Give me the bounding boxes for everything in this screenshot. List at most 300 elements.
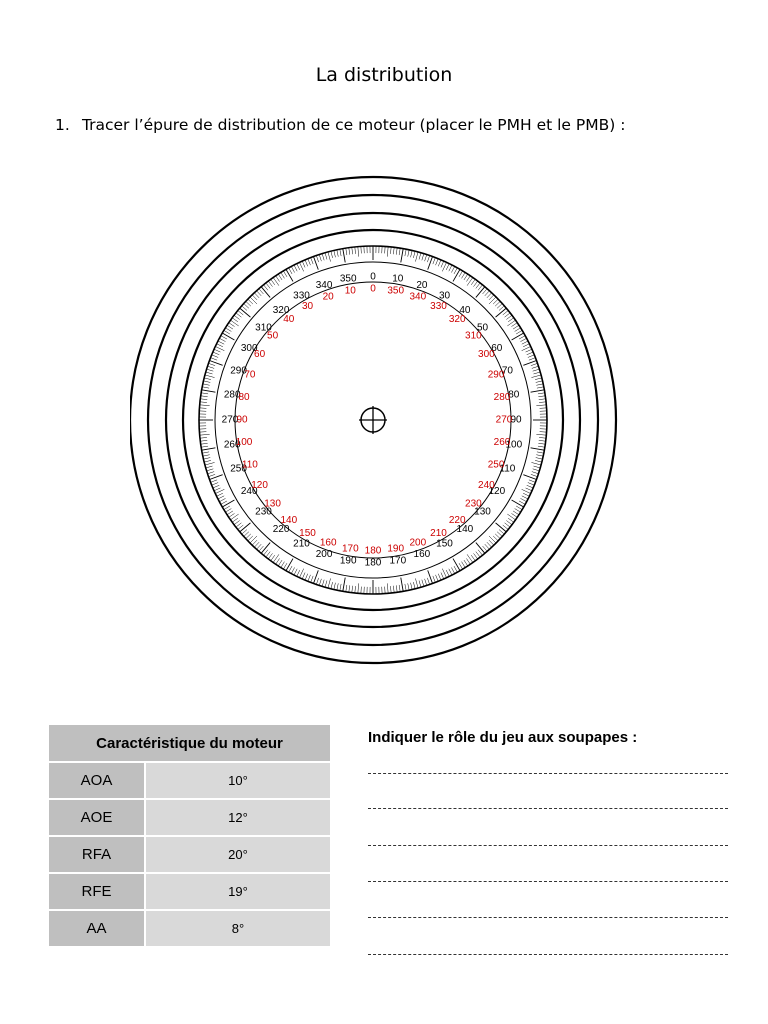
dial-tick bbox=[337, 583, 338, 590]
dial-tick bbox=[200, 402, 207, 403]
outer-degree-label: 70 bbox=[501, 365, 513, 377]
dial-tick bbox=[325, 581, 327, 588]
inner-degree-label: 50 bbox=[267, 330, 279, 342]
outer-degree-label: 190 bbox=[339, 555, 357, 567]
dial-tick bbox=[531, 474, 538, 476]
dial-tick bbox=[257, 291, 262, 296]
dial-tick bbox=[268, 553, 272, 559]
dial-tick bbox=[433, 258, 436, 265]
dial-tick bbox=[523, 493, 529, 496]
dial-tick bbox=[250, 536, 257, 543]
inner-degree-label: 120 bbox=[251, 480, 268, 491]
dial-tick bbox=[438, 260, 441, 266]
dial-tick bbox=[511, 323, 517, 327]
center-crosshair-icon bbox=[359, 406, 387, 434]
dial-tick bbox=[526, 349, 532, 352]
dial-tick bbox=[234, 521, 240, 525]
dial-tick bbox=[240, 523, 251, 532]
dial-tick bbox=[489, 297, 496, 304]
outer-degree-label: 20 bbox=[416, 280, 428, 292]
dial-tick bbox=[453, 559, 460, 571]
dial-tick bbox=[427, 255, 429, 262]
dial-tick bbox=[467, 277, 473, 285]
dial-tick bbox=[523, 344, 529, 347]
dial-tick bbox=[224, 330, 230, 334]
dial-tick bbox=[297, 570, 300, 576]
dial-tick bbox=[238, 311, 243, 315]
dial-tick bbox=[535, 378, 542, 380]
inner-degree-label: 90 bbox=[236, 414, 248, 426]
dial-tick bbox=[202, 387, 209, 388]
inner-degree-label: 220 bbox=[448, 514, 466, 526]
dial-tick bbox=[464, 274, 468, 280]
outer-degree-label: 330 bbox=[293, 290, 310, 302]
dial-tick bbox=[526, 488, 532, 491]
outer-degree-label: 200 bbox=[315, 548, 333, 560]
dial-tick bbox=[200, 434, 210, 435]
dial-tick bbox=[222, 500, 234, 507]
dial-tick bbox=[219, 498, 225, 501]
inner-degree-label: 320 bbox=[448, 314, 466, 326]
row-value: 19° bbox=[146, 874, 330, 909]
dial-tick bbox=[302, 261, 305, 267]
dial-tick bbox=[322, 580, 324, 587]
dial-tick bbox=[451, 567, 454, 573]
dial-tick bbox=[442, 262, 446, 271]
dial-tick bbox=[203, 384, 210, 385]
outer-degree-label: 120 bbox=[488, 486, 506, 497]
dial-tick bbox=[221, 501, 227, 504]
dial-tick bbox=[422, 254, 424, 261]
dial-tick bbox=[415, 578, 418, 588]
dial-tick bbox=[462, 562, 466, 568]
dial-tick bbox=[393, 586, 394, 593]
dial-tick bbox=[408, 250, 409, 257]
dial-tick bbox=[278, 560, 282, 566]
dial-tick bbox=[229, 323, 235, 327]
dial-tick bbox=[508, 318, 514, 322]
inner-degree-label: 280 bbox=[493, 391, 511, 403]
dial-tick bbox=[222, 333, 234, 340]
row-value: 10° bbox=[146, 763, 330, 798]
dial-tick bbox=[273, 277, 279, 285]
outer-degree-label: 40 bbox=[459, 305, 471, 316]
dial-tick bbox=[442, 569, 446, 578]
dial-tick bbox=[527, 352, 533, 355]
dial-tick bbox=[207, 469, 214, 471]
dial-tick bbox=[453, 269, 460, 281]
dial-tick bbox=[503, 525, 508, 529]
dial-tick bbox=[531, 448, 545, 450]
dial-tick bbox=[393, 247, 394, 254]
dial-tick bbox=[349, 248, 350, 255]
dial-tick bbox=[200, 440, 207, 441]
distribution-dial bbox=[130, 165, 640, 675]
outer-degree-label: 50 bbox=[476, 322, 489, 334]
dial-tick bbox=[459, 271, 463, 277]
dial-tick bbox=[522, 341, 528, 344]
dial-tick bbox=[539, 399, 546, 400]
outer-degree-label: 310 bbox=[255, 322, 272, 334]
dial-tick bbox=[212, 355, 218, 358]
dial-tick bbox=[319, 579, 321, 586]
dial-tick bbox=[436, 575, 439, 581]
dial-tick bbox=[516, 506, 522, 510]
dial-tick bbox=[334, 583, 336, 590]
dial-tick bbox=[238, 525, 243, 529]
dial-tick bbox=[211, 358, 218, 361]
answer-line[interactable] bbox=[368, 773, 728, 774]
dial-tick bbox=[489, 536, 496, 543]
inner-degree-label: 160 bbox=[319, 537, 337, 549]
dial-tick bbox=[405, 584, 406, 591]
dial-tick bbox=[425, 255, 427, 262]
inner-degree-label: 240 bbox=[478, 480, 495, 491]
dial-tick bbox=[215, 489, 224, 493]
dial-tick bbox=[294, 569, 297, 575]
dial-tick bbox=[202, 390, 216, 392]
dial-tick bbox=[203, 455, 210, 456]
dial-tick bbox=[419, 581, 421, 588]
dial-tick bbox=[499, 530, 504, 535]
dial-tick bbox=[485, 544, 490, 549]
dial-tick bbox=[352, 247, 353, 254]
dial-tick bbox=[217, 493, 223, 496]
dial-tick bbox=[536, 434, 546, 435]
inner-degree-label: 180 bbox=[364, 545, 382, 557]
outer-degree-label: 250 bbox=[230, 463, 247, 475]
dial-tick bbox=[531, 363, 538, 365]
dial-tick bbox=[322, 254, 324, 261]
dial-tick bbox=[516, 330, 522, 334]
dial-tick bbox=[508, 518, 514, 522]
answer-line[interactable] bbox=[368, 954, 728, 955]
dial-tick bbox=[229, 513, 235, 517]
dial-tick bbox=[281, 562, 285, 568]
dial-tick bbox=[529, 358, 536, 361]
outer-degree-label: 210 bbox=[293, 538, 310, 550]
row-value: 8° bbox=[146, 911, 330, 946]
dial-tick bbox=[512, 333, 524, 340]
dial-tick bbox=[401, 249, 403, 263]
dial-tick bbox=[261, 287, 270, 298]
dial-tick bbox=[527, 485, 533, 488]
dial-tick bbox=[427, 578, 429, 585]
dial-tick bbox=[396, 248, 397, 255]
dial-tick bbox=[476, 287, 485, 298]
dial-tick bbox=[340, 584, 341, 591]
dial-tick bbox=[355, 247, 356, 254]
dial-tick bbox=[536, 384, 543, 385]
dial-tick bbox=[286, 269, 293, 281]
dial-tick bbox=[213, 485, 219, 488]
inner-degree-label: 350 bbox=[387, 285, 405, 297]
dial-tick bbox=[539, 402, 546, 403]
dial-tick bbox=[207, 369, 214, 371]
dial-tick bbox=[419, 253, 421, 260]
inner-degree-label: 40 bbox=[283, 314, 295, 326]
answer-line[interactable] bbox=[368, 917, 728, 918]
outer-degree-label: 10 bbox=[392, 273, 404, 285]
dial-tick bbox=[464, 560, 468, 566]
dial-tick bbox=[474, 281, 478, 287]
inner-degree-label: 230 bbox=[465, 498, 482, 510]
dial-tick bbox=[259, 546, 264, 551]
dial-tick bbox=[208, 363, 215, 365]
inner-degree-label: 10 bbox=[344, 285, 356, 297]
dial-tick bbox=[467, 554, 473, 562]
dial-tick bbox=[232, 518, 238, 522]
outer-degree-label: 350 bbox=[339, 273, 357, 285]
dial-tick bbox=[533, 469, 540, 471]
dial-tick bbox=[408, 583, 409, 590]
inner-degree-label: 270 bbox=[495, 414, 513, 426]
page-title: La distribution bbox=[315, 64, 453, 86]
dial-tick bbox=[534, 372, 541, 374]
dial-tick bbox=[289, 268, 292, 274]
question-1 bbox=[55, 116, 625, 134]
dial-tick bbox=[252, 540, 257, 545]
dial-tick bbox=[520, 338, 526, 341]
dial-tick bbox=[449, 569, 452, 575]
inner-degree-label: 70 bbox=[244, 369, 256, 381]
dial-tick bbox=[311, 576, 314, 583]
dial-tick bbox=[396, 585, 397, 592]
outer-degree-label: 90 bbox=[510, 414, 522, 426]
dial-tick bbox=[495, 534, 500, 539]
dial-tick bbox=[204, 378, 211, 380]
outer-degree-label: 150 bbox=[436, 538, 453, 550]
dial-tick bbox=[528, 355, 534, 358]
dial-tick bbox=[201, 393, 208, 394]
inner-degree-label: 0 bbox=[370, 283, 376, 295]
dial-tick bbox=[358, 247, 359, 257]
dial-tick bbox=[497, 532, 502, 537]
dial-tick bbox=[438, 574, 441, 580]
dial-tick bbox=[535, 460, 542, 462]
dial-tick bbox=[539, 440, 546, 441]
dial-tick bbox=[495, 301, 500, 306]
dial-tick bbox=[399, 248, 400, 255]
dial-tick bbox=[499, 306, 504, 311]
dial-tick bbox=[302, 573, 305, 579]
dial-tick bbox=[478, 285, 482, 290]
dial-tick bbox=[451, 266, 454, 272]
dial-tick bbox=[246, 534, 251, 539]
dial-tick bbox=[387, 583, 388, 593]
outer-degree-label: 160 bbox=[413, 548, 431, 560]
inner-degree-label: 200 bbox=[409, 537, 427, 549]
dial-tick bbox=[266, 552, 270, 558]
row-key: AA bbox=[49, 911, 146, 946]
dial-tick bbox=[208, 472, 215, 474]
dial-tick bbox=[257, 544, 262, 549]
engine-characteristics-table bbox=[49, 725, 330, 948]
dial-tick bbox=[213, 352, 219, 355]
dial-tick bbox=[266, 283, 270, 289]
dial-tick bbox=[261, 543, 270, 554]
dial-tick bbox=[331, 582, 333, 589]
dial-tick bbox=[248, 536, 253, 541]
dial-tick bbox=[483, 546, 488, 551]
dial-tick bbox=[328, 252, 331, 262]
table-row bbox=[49, 911, 330, 948]
dial-tick bbox=[218, 341, 224, 344]
dial-tick bbox=[343, 578, 345, 592]
dial-tick bbox=[358, 583, 359, 593]
dial-tick bbox=[248, 299, 253, 304]
dial-tick bbox=[459, 563, 463, 569]
dial-tick bbox=[215, 346, 224, 350]
inner-degree-label: 170 bbox=[341, 543, 359, 555]
dial-tick bbox=[343, 249, 345, 263]
dial-tick bbox=[200, 399, 207, 400]
dial-tick bbox=[225, 328, 231, 332]
dial-tick bbox=[208, 474, 215, 476]
dial-tick bbox=[537, 387, 544, 388]
outer-degree-label: 340 bbox=[315, 280, 333, 292]
dial-tick bbox=[244, 532, 249, 537]
dial-tick bbox=[413, 251, 415, 258]
outer-degree-label: 270 bbox=[221, 414, 239, 426]
dial-tick bbox=[531, 375, 541, 378]
answer-line[interactable] bbox=[368, 845, 728, 846]
dial-tick bbox=[283, 271, 287, 277]
dial-tick bbox=[411, 583, 413, 590]
inner-degree-label: 60 bbox=[254, 349, 266, 360]
dial-tick bbox=[466, 558, 470, 564]
dial-tick bbox=[246, 301, 251, 306]
inner-degree-label: 310 bbox=[465, 330, 482, 342]
dial-tick bbox=[538, 443, 545, 444]
inner-degree-label: 110 bbox=[241, 459, 258, 471]
dial-tick bbox=[202, 452, 209, 453]
dial-tick bbox=[201, 443, 208, 444]
outer-degree-label: 180 bbox=[364, 557, 382, 569]
inner-degree-label: 30 bbox=[301, 301, 314, 313]
dial-tick bbox=[513, 511, 519, 515]
dial-tick bbox=[271, 279, 275, 285]
row-key: RFE bbox=[49, 874, 146, 909]
table-row bbox=[49, 763, 330, 800]
dial-tick bbox=[352, 586, 353, 593]
dial-tick bbox=[331, 251, 333, 258]
inner-degree-label: 140 bbox=[280, 514, 298, 526]
dial-tick bbox=[532, 472, 539, 474]
dial-tick bbox=[297, 264, 300, 270]
dial-tick bbox=[522, 489, 531, 493]
dial-tick bbox=[355, 586, 356, 593]
dial-tick bbox=[476, 552, 480, 558]
outer-degree-label: 60 bbox=[491, 343, 503, 354]
dial-tick bbox=[536, 405, 546, 406]
dial-tick bbox=[224, 506, 230, 510]
dial-tick bbox=[291, 567, 294, 573]
dial-tick bbox=[204, 460, 211, 462]
dial-tick bbox=[511, 513, 517, 517]
dial-tick bbox=[214, 349, 220, 352]
dial-tick bbox=[316, 255, 318, 262]
dial-tick bbox=[346, 248, 347, 255]
outer-degree-label: 260 bbox=[223, 439, 241, 451]
inner-degree-label: 130 bbox=[264, 498, 281, 510]
dial-tick bbox=[227, 325, 233, 329]
dial-tick bbox=[538, 396, 545, 397]
dial-tick bbox=[454, 268, 457, 274]
dial-tick bbox=[286, 559, 293, 571]
dial-tick bbox=[493, 536, 498, 541]
dial-tick bbox=[446, 264, 449, 270]
dial-tick bbox=[539, 437, 546, 438]
dial-tick bbox=[537, 452, 544, 453]
dial-tick bbox=[201, 446, 208, 447]
dial-tick bbox=[221, 336, 227, 339]
dial-tick bbox=[536, 455, 543, 456]
dial-tick bbox=[202, 448, 216, 450]
outer-degree-label: 110 bbox=[499, 463, 516, 475]
answer-line[interactable] bbox=[368, 881, 728, 882]
dial-tick bbox=[337, 250, 338, 257]
dial-tick bbox=[483, 289, 488, 294]
inner-degree-label: 260 bbox=[493, 437, 511, 449]
outer-degree-label: 300 bbox=[240, 343, 258, 354]
dial-tick bbox=[489, 540, 494, 545]
dial-tick bbox=[259, 289, 264, 294]
inner-degree-label: 330 bbox=[430, 301, 447, 313]
dial-tick bbox=[497, 304, 502, 309]
dial-tick bbox=[225, 509, 231, 513]
outer-degree-label: 140 bbox=[456, 524, 474, 535]
dial-tick bbox=[240, 308, 251, 317]
dial-tick bbox=[232, 318, 238, 322]
role-question: Indiquer le rôle du jeu aux soupapes : bbox=[368, 729, 638, 746]
dial-tick bbox=[340, 249, 341, 256]
dial-tick bbox=[422, 580, 424, 587]
dial-tick bbox=[519, 336, 525, 339]
dial-tick bbox=[234, 315, 240, 319]
dial-tick bbox=[401, 578, 403, 592]
answer-line[interactable] bbox=[368, 808, 728, 809]
dial-tick bbox=[399, 585, 400, 592]
dial-tick bbox=[390, 586, 391, 593]
dial-tick bbox=[211, 480, 218, 483]
dial-tick bbox=[346, 585, 347, 592]
dial-tick bbox=[487, 293, 492, 298]
row-value: 20° bbox=[146, 837, 330, 872]
dial-tick bbox=[264, 285, 268, 290]
table-header: Caractéristique du moteur bbox=[49, 725, 330, 763]
dial-tick bbox=[405, 249, 406, 256]
question-text: Tracer l’épure de distribution de ce moteur (placer le PMH et le PMB) : bbox=[81, 116, 626, 134]
dial-tick bbox=[538, 446, 545, 447]
dial-tick bbox=[441, 261, 444, 267]
dial-tick bbox=[505, 313, 511, 317]
dial-tick bbox=[506, 315, 512, 319]
dial-tick bbox=[281, 272, 285, 278]
outer-degree-label: 170 bbox=[389, 555, 407, 567]
dial-tick bbox=[512, 500, 524, 507]
dial-tick bbox=[493, 299, 498, 304]
dial-tick bbox=[471, 279, 475, 285]
dial-tick bbox=[532, 366, 539, 368]
dial-tick bbox=[205, 462, 215, 465]
outer-degree-label: 230 bbox=[255, 506, 272, 518]
dial-tick bbox=[489, 295, 494, 300]
dial-tick bbox=[212, 483, 218, 486]
dial-tick bbox=[236, 313, 242, 317]
outer-degree-label: 280 bbox=[223, 389, 241, 401]
dial-tick bbox=[206, 466, 213, 468]
